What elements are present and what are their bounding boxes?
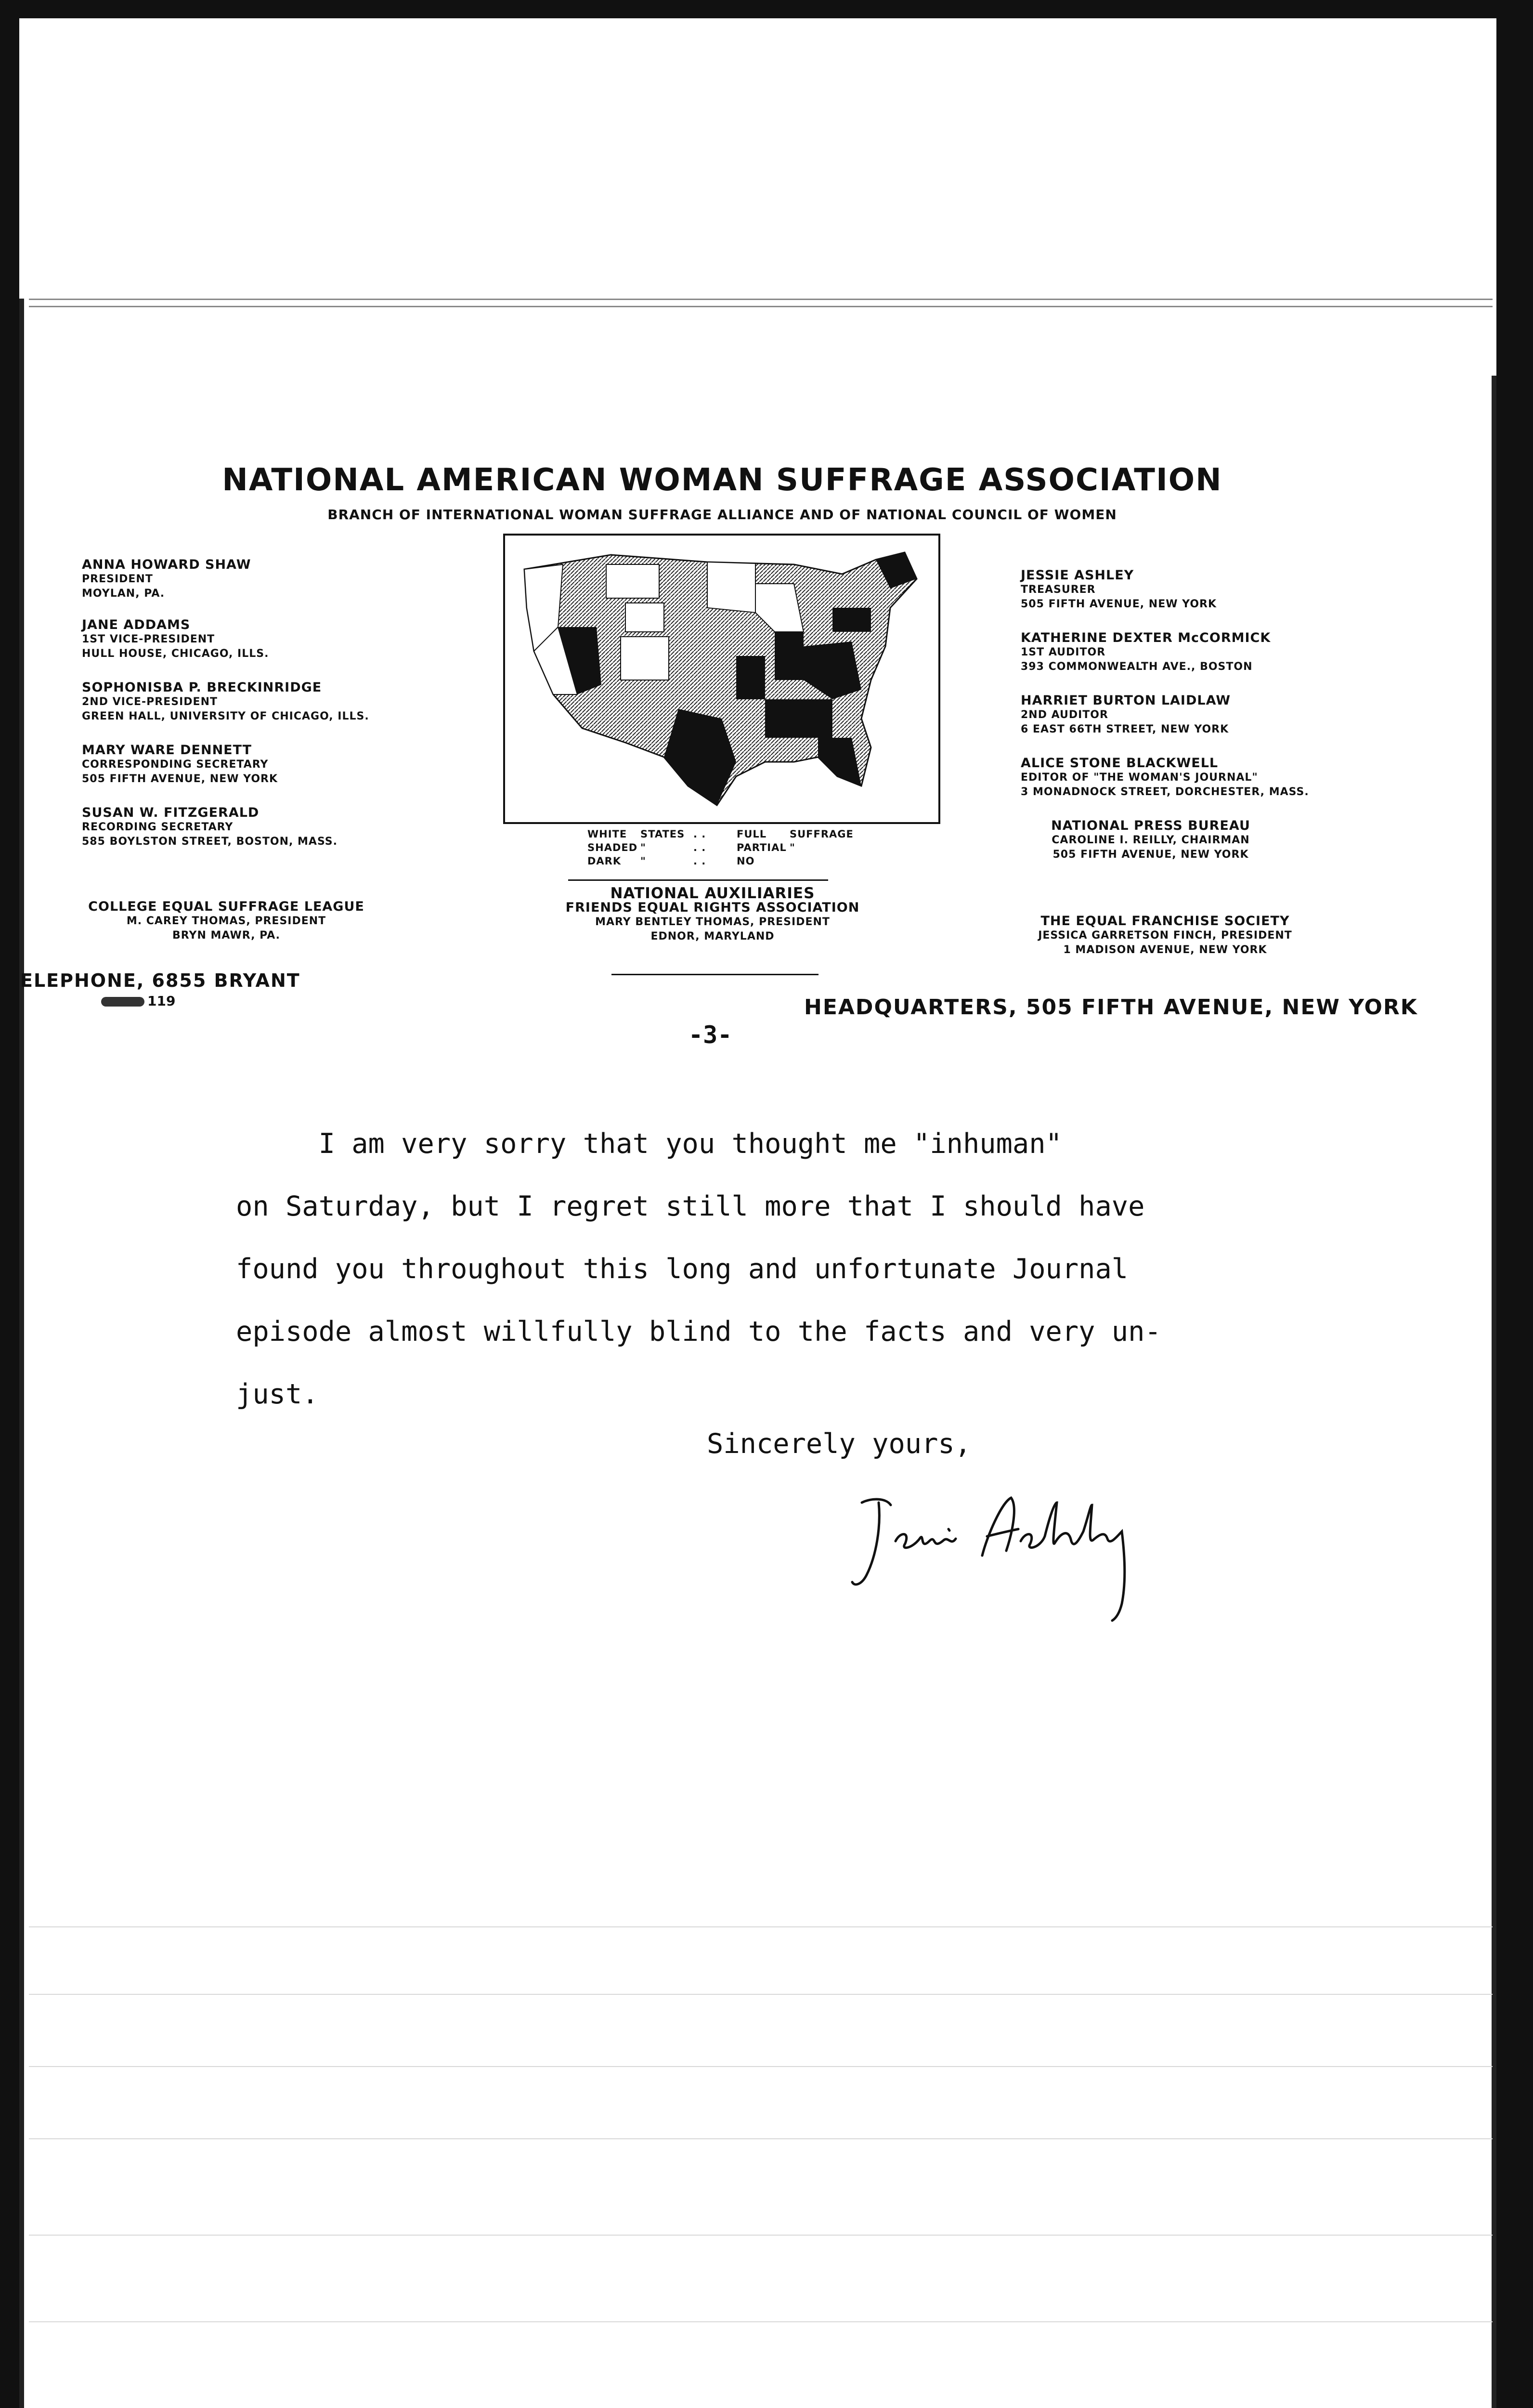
- press-bureau-address: 505 FIFTH AVENUE, NEW YORK: [1052, 849, 1249, 861]
- college-league-address: BRYN MAWR, PA.: [172, 929, 280, 942]
- stamp-number: 119: [147, 993, 176, 1009]
- divider: [611, 974, 818, 975]
- legend-cell: STATES: [640, 828, 685, 840]
- legend-cell: FULL: [737, 828, 767, 840]
- body-line: I am very sorry that you thought me "inhuman": [236, 1128, 1062, 1160]
- officer-title: RECORDING SECRETARY: [82, 821, 234, 833]
- legend-row: [587, 854, 852, 868]
- body-line: on Saturday, but I regret still more that I should have: [236, 1191, 1145, 1222]
- franchise-society-name: THE EQUAL FRANCHISE SOCIETY: [1040, 914, 1290, 929]
- officer-title: 2ND VICE-PRESIDENT: [82, 696, 218, 708]
- officer-address: 3 MONADNOCK STREET, DORCHESTER, MASS.: [1021, 786, 1309, 798]
- officer-name: SUSAN W. FITZGERALD: [82, 805, 260, 820]
- letter-body: [236, 1112, 1295, 1426]
- officer-name: ANNA HOWARD SHAW: [82, 557, 251, 572]
- legend-cell: PARTIAL: [737, 842, 787, 853]
- legend-cell: ": [790, 842, 795, 853]
- letterhead-subtitle: BRANCH OF INTERNATIONAL WOMAN SUFFRAGE ALLIANCE AND OF NATIONAL COUNCIL OF WOMEN: [327, 507, 1117, 523]
- body-line: just.: [236, 1378, 319, 1410]
- press-bureau-name: NATIONAL PRESS BUREAU: [1051, 818, 1250, 833]
- press-bureau-chairman: CAROLINE I. REILLY, CHAIRMAN: [1052, 834, 1250, 846]
- franchise-society-address: 1 MADISON AVENUE, NEW YORK: [1063, 944, 1267, 956]
- officer-title: PRESIDENT: [82, 573, 153, 585]
- faint-rule: [29, 1926, 1493, 1927]
- stamp-mark: [101, 997, 144, 1007]
- officer-address: GREEN HALL, UNIVERSITY OF CHICAGO, ILLS.: [82, 710, 369, 722]
- officer-name: ALICE STONE BLACKWELL: [1021, 756, 1219, 771]
- officer-name: JESSIE ASHLEY: [1021, 568, 1134, 583]
- faint-rule: [29, 2066, 1493, 2067]
- scan-border-left: [0, 0, 19, 2408]
- franchise-society-president: JESSICA GARRETSON FINCH, PRESIDENT: [1038, 929, 1292, 942]
- legend-cell: WHITE: [587, 828, 627, 840]
- officer-name: JANE ADDAMS: [82, 617, 191, 632]
- sheet-top-edge: [29, 299, 1493, 307]
- officer-address: 505 FIFTH AVENUE, NEW YORK: [1021, 598, 1217, 610]
- officer-block: [1021, 694, 1231, 737]
- officer-name: KATHERINE DEXTER McCORMICK: [1021, 630, 1271, 645]
- legend-cell: ": [640, 855, 646, 867]
- auxiliaries-address: EDNOR, MARYLAND: [650, 930, 775, 942]
- legend-cell: ": [640, 842, 646, 853]
- page-number: -3-: [689, 1021, 732, 1049]
- suffrage-map: [503, 534, 940, 824]
- telephone-line: ELEPHONE, 6855 BRYANT: [20, 970, 300, 991]
- legend-row: [587, 841, 852, 854]
- legend-cell: SUFFRAGE: [790, 828, 854, 840]
- college-league-name: COLLEGE EQUAL SUFFRAGE LEAGUE: [88, 899, 364, 914]
- officer-block: [82, 558, 251, 601]
- legend-cell: [790, 854, 852, 868]
- divider: [568, 879, 828, 881]
- officer-title: EDITOR OF "THE WOMAN'S JOURNAL": [1021, 772, 1258, 784]
- officer-title: 2ND AUDITOR: [1021, 709, 1108, 721]
- closing: Sincerely yours,: [707, 1428, 972, 1460]
- officer-title: 1ST AUDITOR: [1021, 646, 1106, 658]
- signature-text: [828, 1483, 829, 1484]
- college-league-president: M. CAREY THOMAS, PRESIDENT: [126, 915, 326, 927]
- officer-title: CORRESPONDING SECRETARY: [82, 759, 269, 771]
- officer-block: [1021, 756, 1309, 799]
- faint-rule: [29, 2138, 1493, 2139]
- legend-cell: . .: [693, 842, 706, 853]
- auxiliaries-president: MARY BENTLEY THOMAS, PRESIDENT: [595, 916, 830, 928]
- faint-rule: [29, 1994, 1493, 1995]
- map-legend: [587, 827, 852, 868]
- legend-cell: DARK: [587, 855, 622, 867]
- handwritten-signature: [828, 1483, 1175, 1628]
- officer-address: 6 EAST 66TH STREET, NEW YORK: [1021, 723, 1229, 735]
- faint-rule: [29, 2235, 1493, 2236]
- letterhead-title: NATIONAL AMERICAN WOMAN SUFFRAGE ASSOCIATION: [222, 462, 1222, 498]
- officer-block: [1021, 631, 1271, 674]
- scan-border-top: [0, 0, 1533, 18]
- telephone-stamp: [101, 993, 175, 1009]
- officer-name: MARY WARE DENNETT: [82, 743, 252, 758]
- headquarters-line: HEADQUARTERS, 505 FIFTH AVENUE, NEW YORK: [804, 995, 1418, 1020]
- officer-title: 1ST VICE-PRESIDENT: [82, 633, 215, 645]
- officer-address: MOYLAN, PA.: [82, 588, 165, 600]
- college-league-block: [58, 900, 395, 943]
- officer-name: HARRIET BURTON LAIDLAW: [1021, 693, 1231, 708]
- officer-name: SOPHONISBA P. BRECKINRIDGE: [82, 680, 322, 695]
- officer-block: [82, 743, 278, 786]
- franchise-society-block: [982, 914, 1348, 957]
- legend-cell: . .: [693, 855, 706, 867]
- us-map-graphic: [505, 536, 938, 822]
- auxiliaries-heading: NATIONAL AUXILIARIES: [610, 885, 815, 902]
- officer-block: [82, 806, 338, 849]
- legend-cell: . .: [693, 828, 706, 840]
- officer-address: 585 BOYLSTON STREET, BOSTON, MASS.: [82, 836, 338, 848]
- legend-row: [587, 827, 852, 841]
- officer-block: [1021, 568, 1217, 612]
- legend-cell: NO: [737, 855, 755, 867]
- officer-title: TREASURER: [1021, 584, 1096, 596]
- officer-address: 393 COMMONWEALTH AVE., BOSTON: [1021, 661, 1253, 673]
- officer-block: [82, 681, 369, 724]
- scan-border-left-inner: [19, 299, 24, 2408]
- scan-border-right-inner: [1492, 376, 1496, 2408]
- officer-address: HULL HOUSE, CHICAGO, ILLS.: [82, 648, 269, 660]
- press-bureau-block: [992, 819, 1310, 862]
- faint-rule: [29, 2321, 1493, 2322]
- scan-border-right: [1496, 0, 1533, 2408]
- officer-block: [82, 618, 269, 661]
- body-line: found you throughout this long and unfortunate Journal: [236, 1253, 1129, 1285]
- body-line: episode almost willfully blind to the facts and very un-: [236, 1316, 1161, 1348]
- officer-address: 505 FIFTH AVENUE, NEW YORK: [82, 773, 278, 785]
- signature-graphic: [828, 1483, 1175, 1628]
- auxiliaries-org: FRIENDS EQUAL RIGHTS ASSOCIATION: [565, 900, 860, 915]
- auxiliaries-block: [520, 886, 905, 944]
- legend-cell: SHADED: [587, 842, 638, 853]
